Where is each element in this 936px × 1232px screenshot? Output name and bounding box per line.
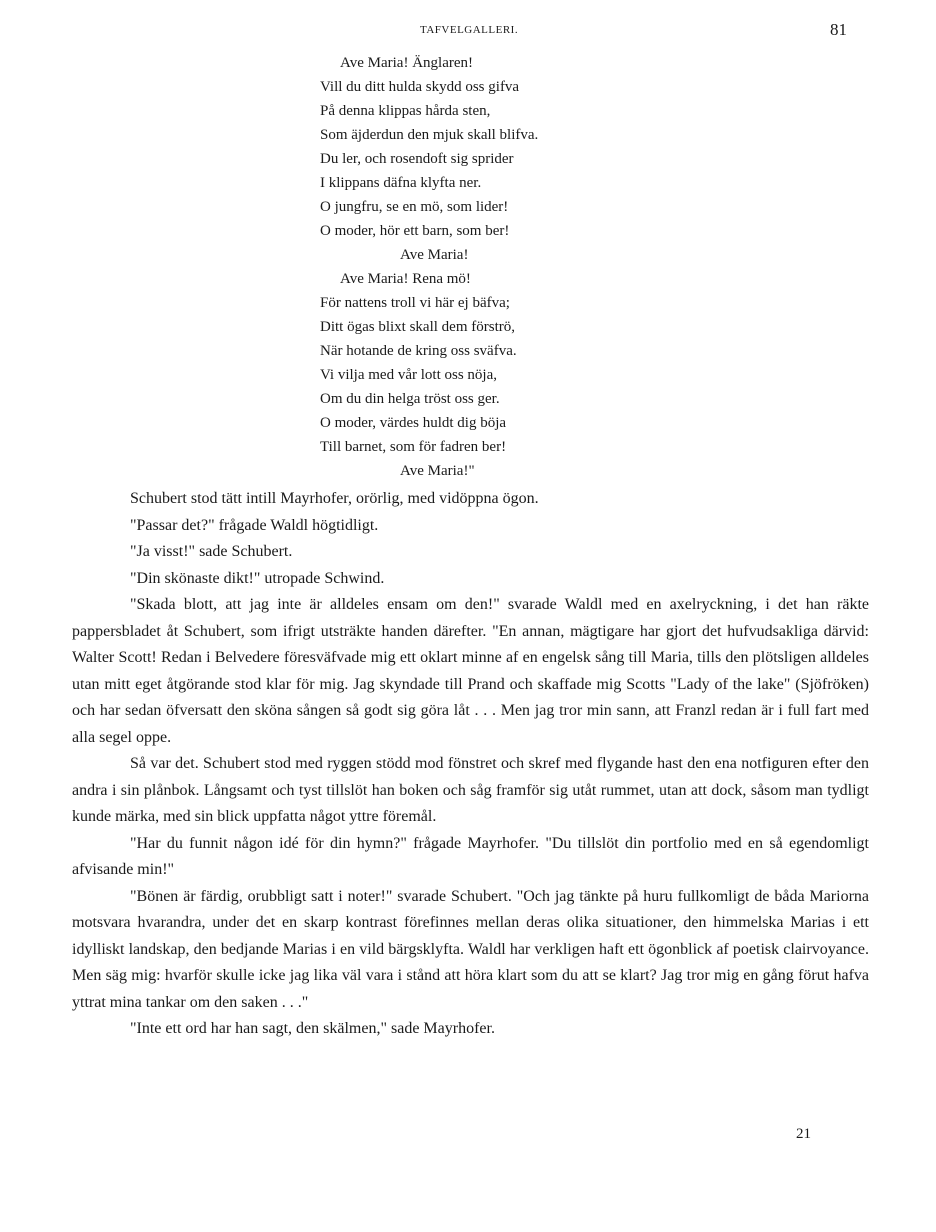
paragraph: "Har du funnit någon idé för din hymn?" frågade Mayrhofer. "Du tillslöt din portfolio med en så egendomligt afvisande min!" [72,834,869,878]
paragraph: "Din skönaste dikt!" utropade Schwind. [130,569,385,587]
poem-line: För nattens troll vi här ej bäfva; [320,295,510,311]
poem-line: Om du din helga tröst oss ger. [320,391,500,407]
signature-mark: 21 [796,1126,811,1142]
poem-refrain: Ave Maria! [400,247,469,263]
paragraph: Schubert stod tätt intill Mayrhofer, orörlig, med vidöppna ögon. [130,490,539,507]
paragraph: "Passar det?" frågade Waldl högtidligt. [130,516,379,534]
running-head: TAFVELGALLERI. [420,24,519,36]
paragraph: "Inte ett ord har han sagt, den skälmen," sade Mayrhofer. [130,1020,495,1037]
paragraph: "Ja visst!" sade Schubert. [130,543,293,560]
poem-line: Ave Maria! Änglaren! [340,55,473,71]
poem-line: Ave Maria! Rena mö! [340,271,471,287]
poem-line: Till barnet, som för fadren ber! [320,439,507,455]
prose-body [72,486,869,1043]
poem-line: Vi vilja med vår lott oss nöja, [320,367,497,383]
poem-line: Som äjderdun den mjuk skall blifva. [320,127,539,143]
poem-line: I klippans däfna klyfta ner. [320,175,482,191]
page-number: 81 [830,20,847,39]
poem-line: Vill du ditt hulda skydd oss gifva [320,79,520,95]
paragraph: Så var det. Schubert stod med ryggen stödd mod fönstret och skref med flygande hast den ena notfiguren efter den andra i sin plånbok. Långsamt och tyst tillslöt han boken och såg framför sig utåt rummet, utan att dock, såsom man tydligt kunde märka, med sin blick uppfatta något yttre föremål. [72,755,869,825]
poem-line: Ditt ögas blixt skall dem förströ, [320,319,515,335]
poem [320,51,640,483]
poem-line: På denna klippas hårda sten, [320,103,491,119]
poem-refrain: Ave Maria!" [400,463,475,479]
poem-line: O moder, hör ett barn, som ber! [320,223,510,239]
paragraph: "Skada blott, att jag inte är alldeles ensam om den!" svarade Waldl med en axelryckning, i det han räkte pappersbladet åt Schubert, som ifrigt utsträkte handen därefter. "En annan, mägtigare har gjort det hufvudsakliga därvid: Walter Scott! Redan i Belvedere föresväfvade mig ett oklart minne af en engelsk sång till Maria, tills den plötsligen alldeles utan mitt eget åtgörande stod klar för mig. Jag skyndade till Prand och skaffade mig Scotts "Lady of the lake" (Sjöfröken) och har sedan öfversatt den sköna sången så godt sig göra låt . . . Men jag tror min sann, att Franzl redan är i full fart med alla segel oppe. [72,596,869,746]
poem-line: O jungfru, se en mö, som lider! [320,199,509,215]
paragraph: "Bönen är färdig, orubbligt satt i noter!" svarade Schubert. "Och jag tänkte på huru fullkomligt de båda Mariorna motsvara hvarandra, under det en skarp kontrast förefinnes mellan deras olika situationer, den himmelska Marias i ett idylliskt landskap, den bedjande Marias i en vild bärgsklyfta. Waldl har verkligen haft ett ögonblick af poetisk clairvoyance. Men säg mig: hvarför skulle icke jag lika väl vara i stånd att höra klart som du att se klart? Jag tror mig en gång förut hafva yttrat mina tankar om den saken . . ." [72,887,869,1011]
poem-line: Du ler, och rosendoft sig sprider [320,151,514,167]
poem-line: O moder, värdes huldt dig böja [320,415,507,431]
poem-line: När hotande de kring oss sväfva. [320,343,517,359]
